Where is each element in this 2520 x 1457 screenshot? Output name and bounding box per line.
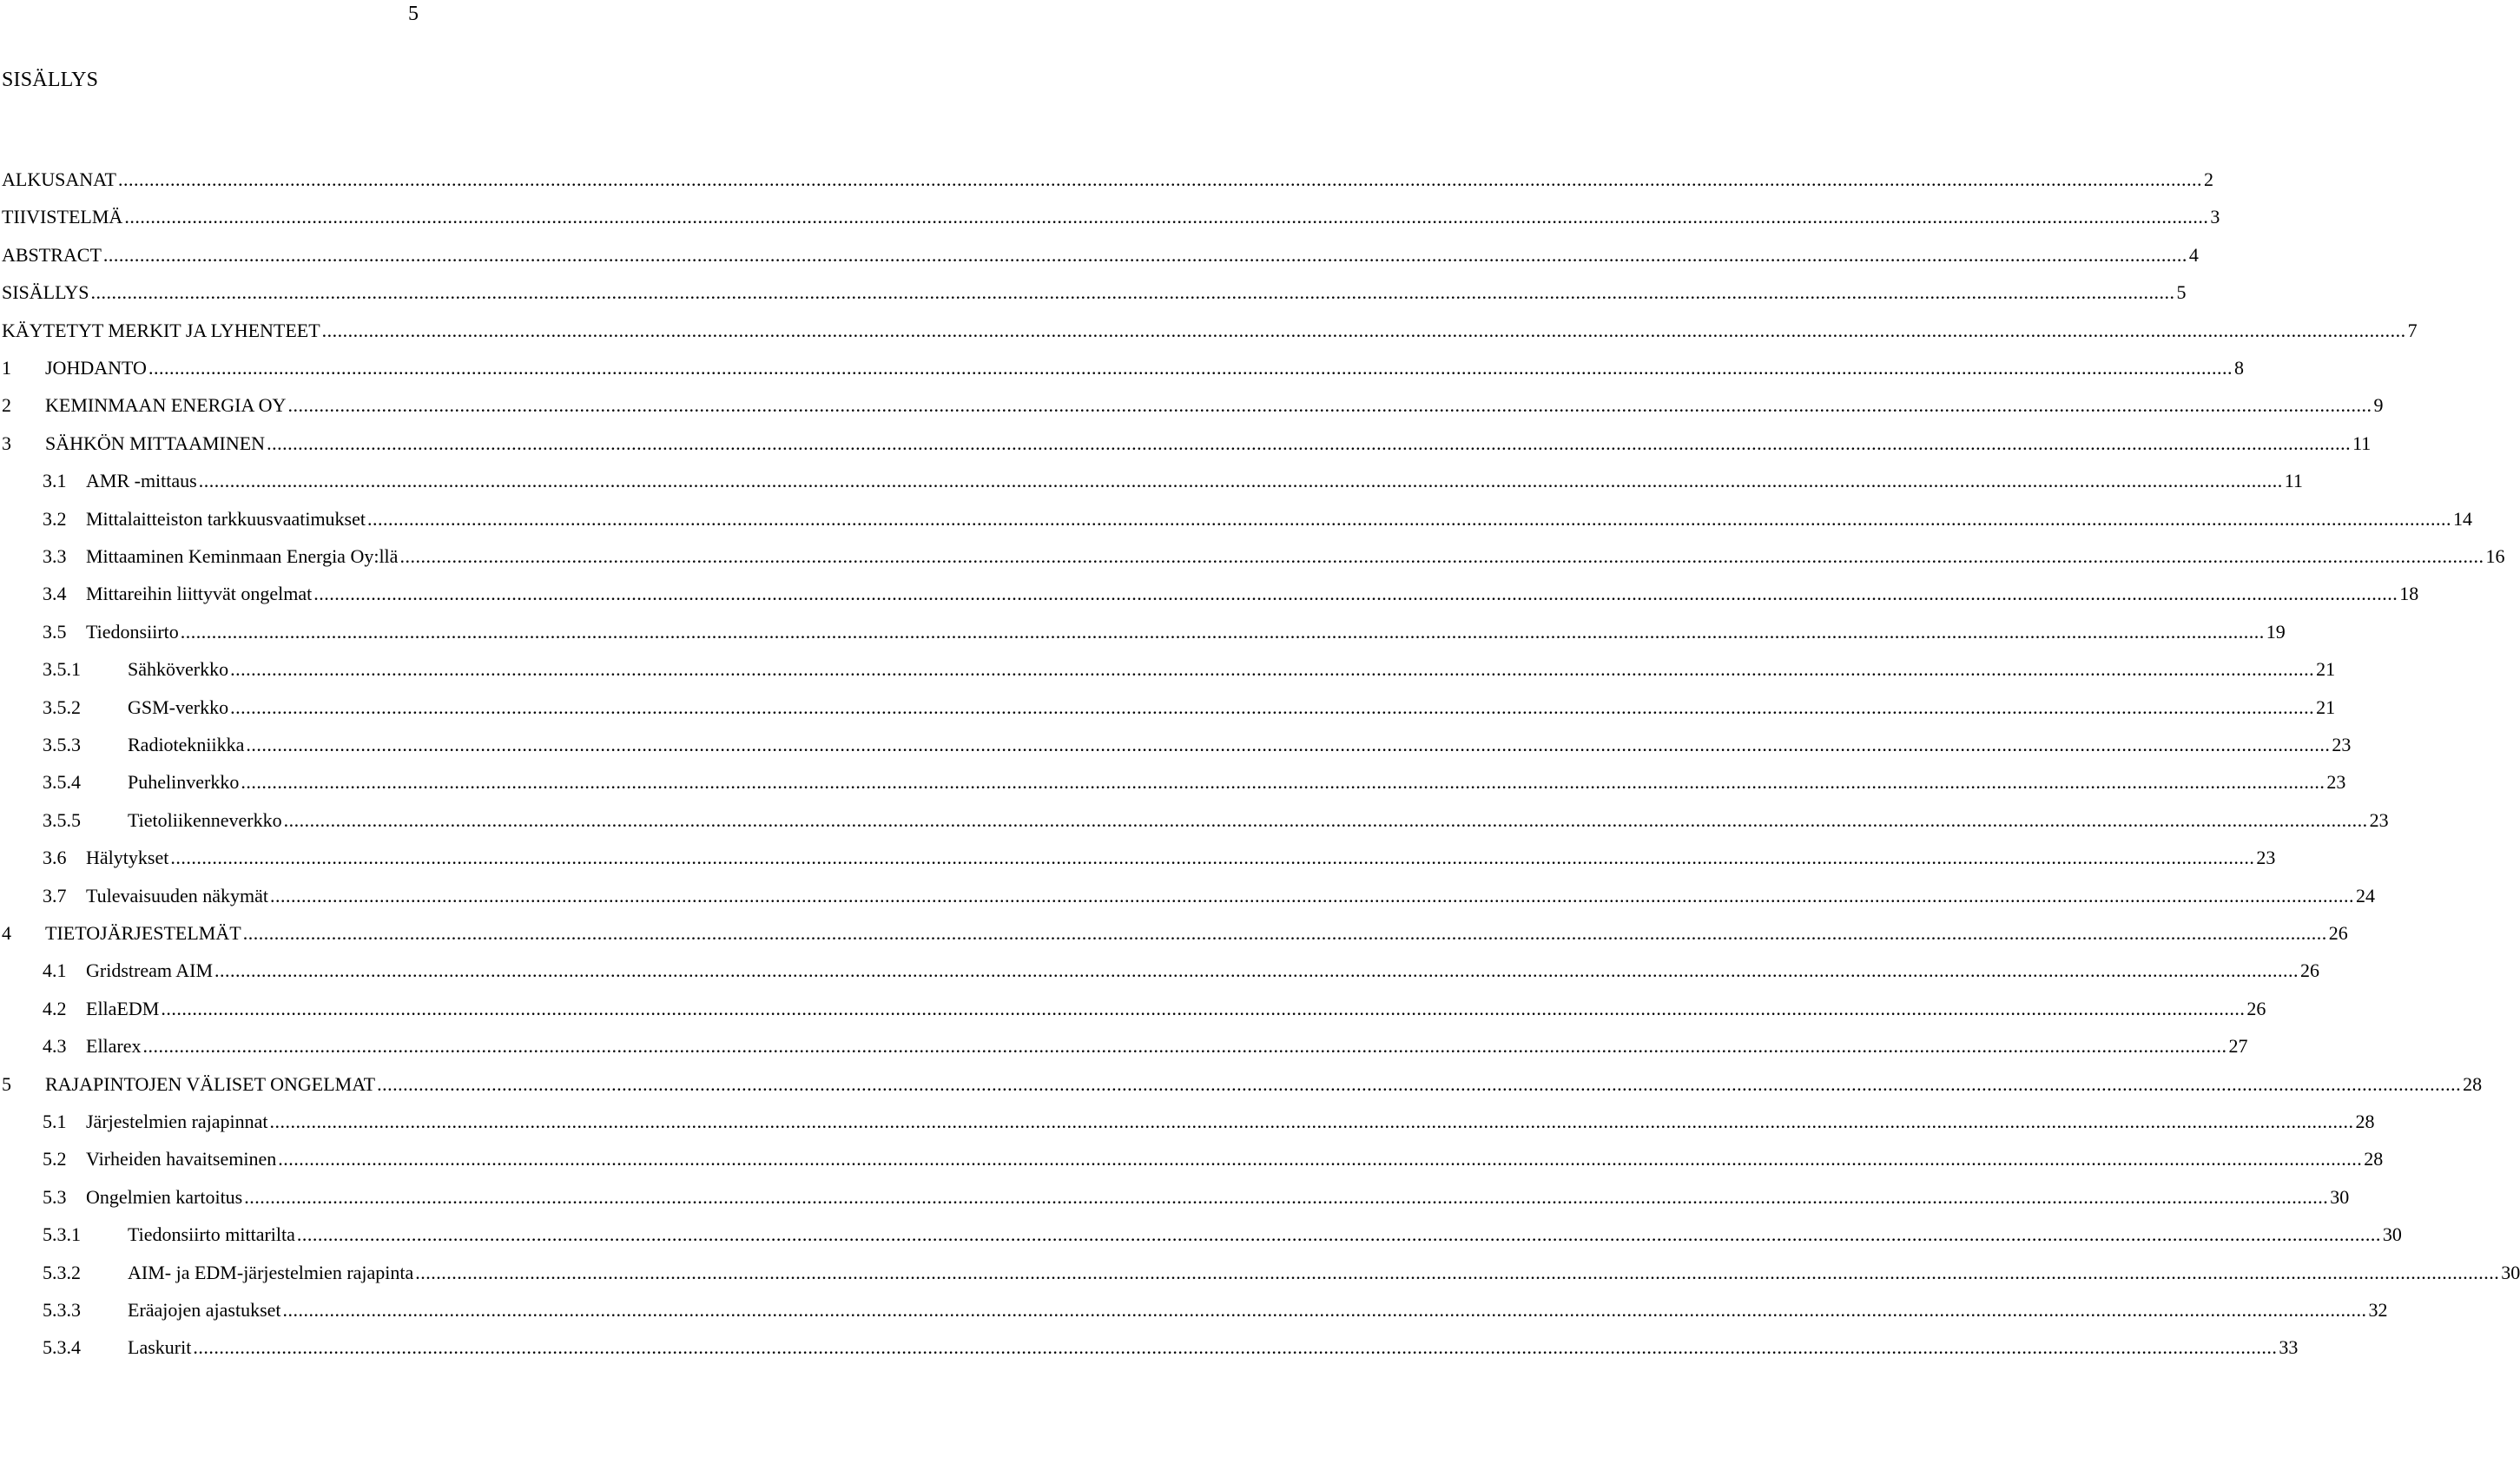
toc-entry[interactable] [0, 318, 2418, 344]
toc-entry-number: 3.5.5 [43, 808, 81, 831]
toc-entry-page: 28 [2355, 1111, 2375, 1132]
toc-entry-title: SÄHKÖN MITTAAMINEN [45, 432, 266, 454]
toc-dot-leader: ................................................................................................................................................................................................................................................................................................................................................................................................................ [118, 168, 2202, 190]
toc-dot-leader: ................................................................................................................................................................................................................................................................................................................................................................................................................ [241, 771, 2325, 794]
toc-entry-title: GSM-verkko [128, 696, 229, 718]
toc-entry[interactable] [0, 1071, 2483, 1098]
toc-entry-page: 28 [2364, 1148, 2384, 1170]
toc-entry-number: 3.7 [43, 884, 67, 907]
toc-entry-title: Tiedonsiirto [86, 620, 179, 643]
toc-entry[interactable] [0, 468, 2303, 494]
toc-entry-title: Mittareihin liittyvät ongelmat [86, 583, 313, 605]
toc-entry[interactable] [0, 280, 2187, 306]
toc-entry-number: 3.2 [43, 507, 67, 530]
toc-entry-page: 26 [2328, 922, 2348, 944]
toc-entry-title: SISÄLLYS [2, 281, 89, 304]
toc-entry-page: 32 [2368, 1299, 2388, 1321]
toc-entry-page: 30 [2330, 1185, 2350, 1208]
page-number: 5 [408, 3, 419, 25]
toc-entry-page: 27 [2228, 1035, 2248, 1058]
toc-entry[interactable] [0, 1109, 2375, 1135]
toc-entry-title: Gridstream AIM [86, 959, 214, 982]
toc-entry-number: 5.1 [43, 1111, 67, 1132]
toc-entry-title: Tiedonsiirto mittarilta [128, 1223, 295, 1246]
toc-entry[interactable] [0, 619, 2286, 645]
toc-entry-title: JOHDANTO [45, 357, 147, 379]
toc-entry-title: Järjestelmien rajapinnat [86, 1111, 268, 1132]
toc-entry-number: 4.2 [43, 997, 67, 1019]
toc-entry-number: 5.3.4 [43, 1336, 81, 1359]
toc-entry-number: 3.5 [43, 620, 67, 643]
toc-entry-page: 28 [2463, 1072, 2483, 1095]
toc-entry-number: 5.3.1 [43, 1223, 81, 1246]
toc-entry-page: 18 [2399, 583, 2419, 605]
toc-dot-leader: ................................................................................................................................................................................................................................................................................................................................................................................................................ [287, 394, 2372, 417]
toc-entry-page: 33 [2279, 1336, 2299, 1359]
toc-entry-title: AIM- ja EDM-järjestelmien rajapinta [128, 1261, 414, 1283]
toc-entry[interactable] [0, 695, 2336, 721]
toc-entry-title: Mittalaitteiston tarkkuusvaatimukset [86, 507, 366, 530]
toc-entry-page: 11 [2284, 470, 2303, 492]
toc-entry-number: 3 [2, 432, 11, 454]
toc-entry-page: 9 [2373, 394, 2384, 417]
toc-entry-page: 14 [2453, 507, 2472, 530]
toc-entry[interactable] [0, 732, 2352, 758]
toc-entry[interactable] [0, 656, 2336, 682]
toc-entry[interactable] [0, 167, 2213, 193]
toc-dot-leader: ................................................................................................................................................................................................................................................................................................................................................................................................................ [367, 507, 2451, 530]
toc-entry[interactable] [0, 1146, 2384, 1172]
toc-dot-leader: ................................................................................................................................................................................................................................................................................................................................................................................................................ [278, 1148, 2363, 1170]
toc-entry-number: 1 [2, 357, 11, 379]
toc-dot-leader: ................................................................................................................................................................................................................................................................................................................................................................................................................ [377, 1072, 2462, 1095]
toc-entry[interactable] [0, 431, 2372, 457]
toc-dot-leader: ................................................................................................................................................................................................................................................................................................................................................................................................................ [180, 620, 2265, 643]
toc-dot-leader: ................................................................................................................................................................................................................................................................................................................................................................................................................ [193, 1336, 2278, 1359]
toc-entry-page: 21 [2316, 658, 2336, 681]
toc-entry[interactable] [0, 883, 2375, 909]
toc-dot-leader: ................................................................................................................................................................................................................................................................................................................................................................................................................ [246, 734, 2331, 755]
toc-dot-leader: ................................................................................................................................................................................................................................................................................................................................................................................................................ [142, 1035, 2227, 1058]
toc-dot-leader: ................................................................................................................................................................................................................................................................................................................................................................................................................ [230, 658, 2315, 681]
toc-entry[interactable] [0, 769, 2346, 795]
toc-entry-title: Ongelmien kartoitus [86, 1185, 243, 1208]
toc-dot-leader: ................................................................................................................................................................................................................................................................................................................................................................................................................ [282, 1299, 2367, 1321]
toc-entry-page: 23 [2326, 771, 2346, 794]
toc-entry[interactable] [0, 392, 2384, 419]
toc-dot-leader: ................................................................................................................................................................................................................................................................................................................................................................................................................ [230, 696, 2315, 718]
toc-entry-title: Sähköverkko [128, 658, 229, 681]
toc-dot-leader: ................................................................................................................................................................................................................................................................................................................................................................................................................ [269, 1111, 2354, 1132]
toc-entry-title: ABSTRACT [2, 243, 102, 266]
toc-entry[interactable] [0, 845, 2276, 871]
toc-dot-leader: ................................................................................................................................................................................................................................................................................................................................................................................................................ [321, 319, 2406, 341]
toc-entry-title: KÄYTETYT MERKIT JA LYHENTEET [2, 319, 320, 341]
toc-entry[interactable] [0, 996, 2266, 1022]
toc-entry-page: 23 [2332, 734, 2352, 755]
toc-entry-title: Puhelinverkko [128, 771, 240, 794]
toc-entry-number: 4.1 [43, 959, 67, 982]
toc-entry-title: KEMINMAAN ENERGIA OY [45, 394, 287, 417]
toc-dot-leader: ................................................................................................................................................................................................................................................................................................................................................................................................................ [415, 1261, 2500, 1283]
toc-entry-page: 2 [2204, 168, 2213, 190]
toc-entry[interactable] [0, 1222, 2402, 1248]
toc-entry-page: 16 [2485, 545, 2505, 567]
toc-entry[interactable] [0, 1033, 2248, 1059]
toc-entry-number: 4 [2, 922, 11, 944]
toc-dot-leader: ................................................................................................................................................................................................................................................................................................................................................................................................................ [90, 281, 2175, 304]
toc-entry[interactable] [0, 355, 2244, 381]
toc-entry-page: 26 [2246, 997, 2266, 1019]
toc-dot-leader: ................................................................................................................................................................................................................................................................................................................................................................................................................ [242, 922, 2327, 944]
toc-entry[interactable] [0, 1297, 2388, 1323]
toc-entry-title: Hälytykset [86, 847, 169, 869]
toc-entry[interactable] [0, 958, 2320, 984]
toc-entry[interactable] [0, 581, 2419, 607]
toc-entry-title: Mittaaminen Keminmaan Energia Oy:llä [86, 545, 399, 567]
toc-dot-leader: ................................................................................................................................................................................................................................................................................................................................................................................................................ [267, 432, 2352, 454]
toc-entry[interactable] [0, 506, 2472, 532]
toc-entry-number: 3.5.1 [43, 658, 81, 681]
toc-entry-title: RAJAPINTOJEN VÄLISET ONGELMAT [45, 1072, 376, 1095]
toc-entry-page: 11 [2352, 432, 2372, 454]
toc-entry-title: Radiotekniikka [128, 734, 245, 755]
toc-entry-number: 3.5.4 [43, 771, 81, 794]
toc-entry-number: 5.3 [43, 1185, 67, 1208]
toc-dot-leader: ................................................................................................................................................................................................................................................................................................................................................................................................................ [161, 997, 2246, 1019]
toc-entry-title: Virheiden havaitseminen [86, 1148, 277, 1170]
toc-entry-page: 24 [2356, 884, 2375, 907]
toc-entry-page: 30 [2501, 1261, 2520, 1283]
toc-entry-number: 3.3 [43, 545, 67, 567]
toc-dot-leader: ................................................................................................................................................................................................................................................................................................................................................................................................................ [313, 583, 2398, 605]
toc-entry-title: ALKUSANAT [2, 168, 116, 190]
toc-entry[interactable] [0, 920, 2348, 946]
toc-dot-leader: ................................................................................................................................................................................................................................................................................................................................................................................................................ [244, 1185, 2329, 1208]
toc-entry-number: 3.6 [43, 847, 67, 869]
toc-entry[interactable] [0, 242, 2199, 268]
toc-entry-page: 7 [2407, 319, 2418, 341]
toc-entry-title: Tietoliikenneverkko [128, 808, 282, 831]
toc-dot-leader: ................................................................................................................................................................................................................................................................................................................................................................................................................ [198, 470, 2283, 492]
toc-entry-page: 21 [2316, 696, 2336, 718]
toc-dot-leader: ................................................................................................................................................................................................................................................................................................................................................................................................................ [399, 545, 2484, 567]
toc-entry-number: 3.5.3 [43, 734, 81, 755]
toc-entry-page: 26 [2300, 959, 2320, 982]
toc-entry-title: TIETOJÄRJESTELMÄT [45, 922, 241, 944]
toc-dot-leader: ................................................................................................................................................................................................................................................................................................................................................................................................................ [214, 959, 2299, 982]
toc-dot-leader: ................................................................................................................................................................................................................................................................................................................................................................................................................ [170, 847, 2255, 869]
toc-entry-page: 23 [2256, 847, 2276, 869]
toc-entry-title: Ellarex [86, 1035, 142, 1058]
toc-entry-number: 4.3 [43, 1035, 67, 1058]
toc-entry[interactable] [0, 1335, 2299, 1361]
toc-entry-title: Eräajojen ajastukset [128, 1299, 281, 1321]
toc-entry-number: 3.5.2 [43, 696, 81, 718]
toc-entry-number: 5 [2, 1072, 11, 1095]
toc-entry-title: Laskurit [128, 1336, 192, 1359]
toc-heading: SISÄLLYS [2, 69, 99, 91]
toc-entry[interactable] [0, 1260, 2520, 1286]
toc-entry[interactable] [0, 204, 2220, 230]
toc-entry[interactable] [0, 808, 2389, 834]
toc-entry-number: 3.1 [43, 470, 67, 492]
toc-entry-title: Tulevaisuuden näkymät [86, 884, 268, 907]
toc-entry-page: 23 [2369, 808, 2389, 831]
toc-dot-leader: ................................................................................................................................................................................................................................................................................................................................................................................................................ [124, 206, 2209, 228]
toc-entry-title: AMR -mittaus [86, 470, 197, 492]
toc-entry-title: EllaEDM [86, 997, 160, 1019]
toc-dot-leader: ................................................................................................................................................................................................................................................................................................................................................................................................................ [270, 884, 2354, 907]
toc-entry-number: 2 [2, 394, 11, 417]
toc-entry[interactable] [0, 544, 2505, 570]
toc-entry-number: 5.3.2 [43, 1261, 81, 1283]
toc-entry-page: 3 [2210, 206, 2220, 228]
toc-entry-page: 5 [2176, 281, 2187, 304]
toc-dot-leader: ................................................................................................................................................................................................................................................................................................................................................................................................................ [296, 1223, 2381, 1246]
toc-entry-page: 30 [2382, 1223, 2402, 1246]
toc-dot-leader: ................................................................................................................................................................................................................................................................................................................................................................................................................ [283, 808, 2368, 831]
toc-dot-leader: ................................................................................................................................................................................................................................................................................................................................................................................................................ [148, 357, 2233, 379]
toc-entry-page: 8 [2233, 357, 2244, 379]
toc-entry-page: 19 [2266, 620, 2286, 643]
toc-entry[interactable] [0, 1184, 2350, 1210]
toc-dot-leader: ................................................................................................................................................................................................................................................................................................................................................................................................................ [102, 243, 2187, 266]
toc-entry-number: 5.3.3 [43, 1299, 81, 1321]
toc-entry-page: 4 [2188, 243, 2199, 266]
toc-entry-number: 3.4 [43, 583, 67, 605]
toc-entry-title: TIIVISTELMÄ [2, 206, 123, 228]
toc-entry-number: 5.2 [43, 1148, 67, 1170]
